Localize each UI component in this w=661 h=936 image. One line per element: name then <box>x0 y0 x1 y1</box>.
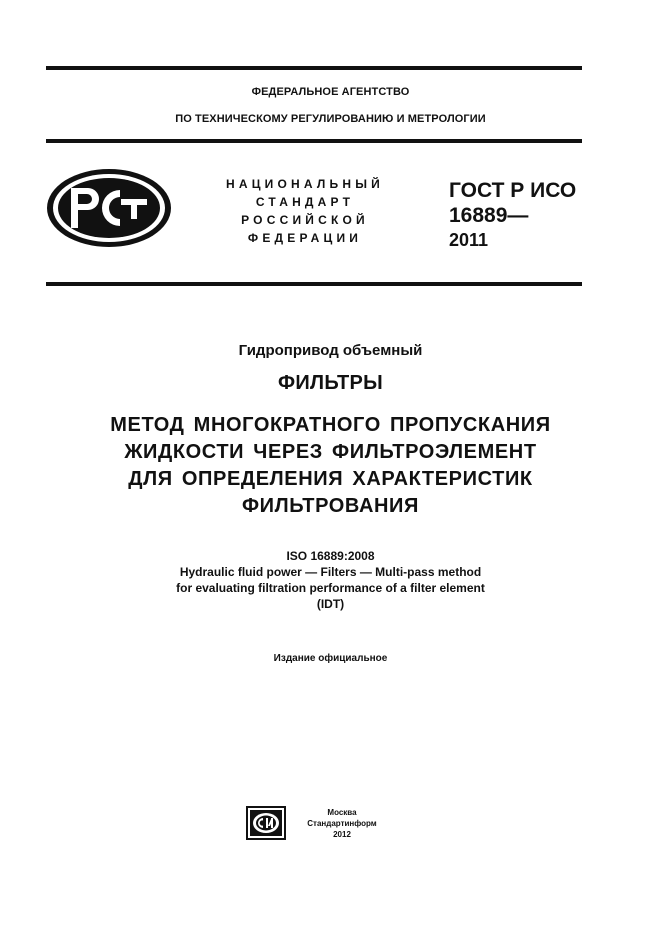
designation-line-1: ГОСТ Р ИСО <box>449 179 577 202</box>
title-rule <box>46 282 582 286</box>
agency-line-1: ФЕДЕРАЛЬНОЕ АГЕНТСТВО <box>251 86 410 98</box>
iso-title-line-1: Hydraulic fluid power — Filters — Multi-pass method <box>179 565 482 579</box>
method-title-line-2: ЖИДКОСТИ ЧЕРЕЗ ФИЛЬТРОЭЛЕМЕНТ <box>124 441 537 463</box>
gost-r-logo <box>44 166 174 250</box>
agency-line-2: ПО ТЕХНИЧЕСКОМУ РЕГУЛИРОВАНИЮ И МЕТРОЛОГИИ <box>175 113 486 125</box>
edition-label: Издание официальное <box>273 653 388 664</box>
standard-type-line-1: НАЦИОНАЛЬНЫЙ <box>225 177 385 191</box>
iso-title-line-2: for evaluating filtration performance of a filter element <box>176 581 485 595</box>
document-title: ФИЛЬТРЫ <box>277 372 384 394</box>
publisher-name: Стандартинформ <box>307 819 377 828</box>
method-title-line-3: ДЛЯ ОПРЕДЕЛЕНИЯ ХАРАКТЕРИСТИК <box>128 468 533 490</box>
standard-type-line-4: ФЕДЕРАЦИИ <box>247 231 363 245</box>
publication-year: 2012 <box>333 830 351 839</box>
standartinform-logo-icon <box>246 806 286 840</box>
designation-line-2: 16889— <box>449 204 529 227</box>
publisher-city: Москва <box>327 808 357 817</box>
designation-line-3: 2011 <box>449 230 489 250</box>
method-title-line-1: МЕТОД МНОГОКРАТНОГО ПРОПУСКАНИЯ <box>110 414 551 436</box>
method-title-line-4: ФИЛЬТРОВАНИЯ <box>242 495 419 517</box>
document-subtitle: Гидропривод объемный <box>238 342 423 359</box>
iso-code: ISO 16889:2008 <box>286 549 375 563</box>
standartinform-logo <box>246 806 286 840</box>
standard-type-line-3: РОССИЙСКОЙ <box>241 213 369 227</box>
gost-r-logo-icon <box>44 166 174 250</box>
standard-type-line-2: СТАНДАРТ <box>255 195 355 209</box>
header-rule <box>46 139 582 143</box>
iso-identity: (IDT) <box>316 597 345 611</box>
top-rule <box>46 66 582 70</box>
